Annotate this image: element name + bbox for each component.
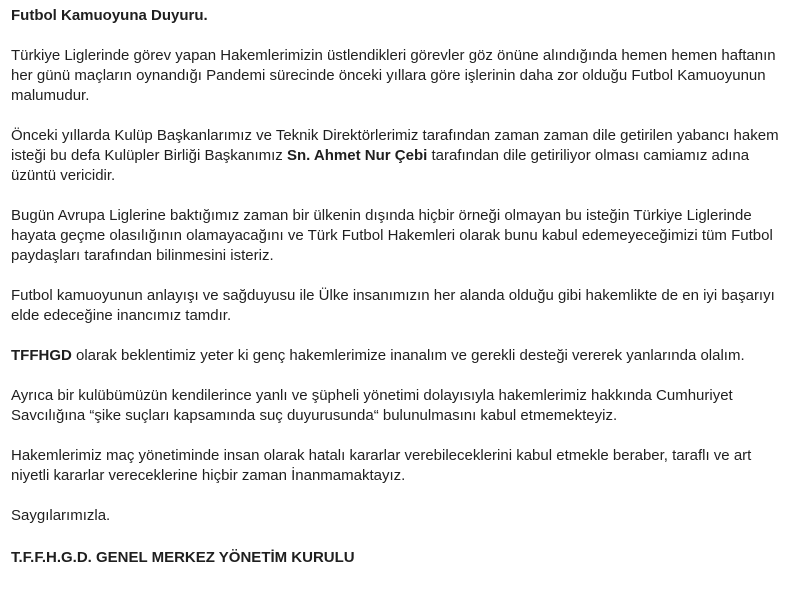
closing-greeting: Saygılarımızla. bbox=[11, 507, 111, 524]
paragraph-5 bbox=[11, 346, 793, 366]
paragraph-2 bbox=[11, 126, 793, 186]
signature: T.F.F.H.G.D. GENEL MERKEZ YÖNETİM KURULU bbox=[11, 549, 355, 566]
document-title: Futbol Kamuoyuna Duyuru. bbox=[11, 7, 208, 24]
paragraph-5-text-after: olarak beklentimiz yeter ki genç hakemlerimize inanalım ve gerekli desteği vererek yanlarında olalım. bbox=[71, 347, 745, 364]
paragraph-5-bold-acronym: TFFHGD bbox=[11, 347, 72, 364]
paragraph-4: Futbol kamuoyunun anlayışı ve sağduyusu ile Ülke insanımızın her alanda olduğu gibi hakemlikte de en iyi başarıyı elde edeceğine inancımız tamdır. bbox=[11, 287, 775, 324]
paragraph-3: Bugün Avrupa Liglerine baktığımız zaman bir ülkenin dışında hiçbir örneği olmayan bu isteğin Türkiye Liglerinde hayata geçme olasılığının olamayacağını ve Türk Futbol Hakemleri olarak bunu kabul edemeyeceğimizi tüm Futbol paydaşları tarafından bilinmesini isteriz. bbox=[11, 207, 773, 264]
paragraph-1: Türkiye Liglerinde görev yapan Hakemlerimizin üstlendikleri görevler göz önüne alındığında hemen hemen haftanın her günü maçların oynandığı Pandemi sürecinde önceki yıllara göre işlerinin daha zor olduğu Futbol Kamuoyunun malumudur. bbox=[11, 47, 776, 104]
paragraph-6: Ayrıca bir kulübümüzün kendilerince yanlı ve şüpheli yönetimi dolayısıyla hakemlerimiz hakkında Cumhuriyet Savcılığına “şike suçları kapsamında suç duyurusunda“ bulunulmasını kabul etmemekteyiz. bbox=[11, 387, 733, 424]
paragraph-2-text-after: tarafından dile getiriliyor olması camiamız adına üzüntü vericidir. bbox=[11, 147, 750, 184]
paragraph-2-text-before: Önceki yıllarda Kulüp Başkanlarımız ve Teknik Direktörlerimiz tarafından zaman zaman dile getirilen yabancı hakem isteği bu defa Kulüpler Birliği Başkanımız bbox=[11, 127, 779, 164]
paragraph-2-bold-name: Sn. Ahmet Nur Çebi bbox=[286, 147, 428, 164]
paragraph-7: Hakemlerimiz maç yönetiminde insan olarak hatalı kararlar verebileceklerini kabul etmekle beraber, taraflı ve art niyetli kararlar vereceklerine hiçbir zaman İnanmamaktayız. bbox=[11, 447, 752, 484]
